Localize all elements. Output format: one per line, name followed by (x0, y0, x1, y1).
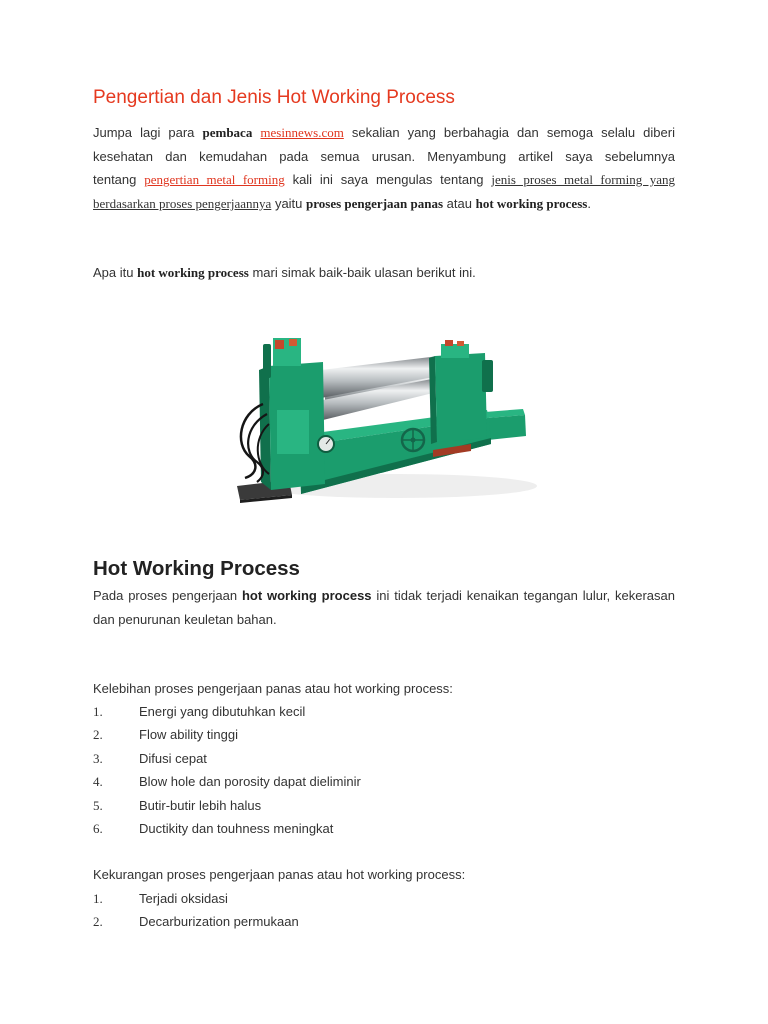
section-text: ini tidak terjadi kenaikan tegangan lulur, kekerasan (376, 588, 675, 603)
intro-paragraph (93, 121, 675, 215)
page-title: Pengertian dan Jenis Hot Working Process (93, 87, 455, 108)
intro-line-2 (93, 145, 675, 169)
intro-text: yaitu (274, 195, 303, 211)
disadvantages-list (93, 887, 675, 934)
list-item (93, 747, 675, 770)
list-item (93, 700, 675, 723)
list-text: Butir-butir lebih halus (139, 797, 262, 813)
intro-period: . (587, 195, 591, 211)
list-number: 3. (93, 750, 103, 766)
section-paragraph (93, 584, 675, 631)
left-red-cap-small (289, 339, 297, 346)
machine-photo (229, 326, 539, 511)
section-heading: Hot Working Process (93, 557, 300, 580)
list-number: 1. (93, 891, 103, 906)
list-text: Decarburization permukaan (139, 914, 299, 930)
bold-term-hot-working: hot working process (241, 588, 372, 603)
list-number: 2. (93, 914, 103, 930)
section-text: Pada proses pengerjaan (93, 588, 238, 603)
bold-term-hot-working: hot working process (475, 195, 588, 211)
intro-text: tentang (93, 172, 137, 188)
right-motor (482, 360, 493, 392)
bold-term-hot-process: proses pengerjaan panas (306, 195, 444, 211)
intro-text: kali ini saya mengulas tentang (292, 172, 484, 188)
left-red-cap (275, 340, 284, 349)
list-item (93, 817, 675, 840)
list-number: 4. (93, 774, 103, 790)
list-item (93, 887, 675, 910)
list-number: 2. (93, 727, 103, 743)
control-panel (277, 410, 309, 454)
right-red-cap-small (457, 341, 464, 346)
metal-forming-types-link[interactable]: jenis proses metal forming yang (491, 172, 675, 188)
list-number: 5. (93, 797, 103, 813)
list-text: Blow hole dan porosity dapat dieliminir (139, 774, 361, 790)
list-text: Energi yang dibutuhkan kecil (139, 704, 306, 719)
bold-term-pembaca: pembaca (202, 125, 253, 140)
right-housing-column (441, 344, 469, 358)
disadvantages-intro: Kekurangan proses pengerjaan panas atau hot working process: (93, 867, 466, 882)
intro-text: atau (446, 195, 472, 211)
intro-line-4 (93, 192, 675, 216)
list-text: Terjadi oksidasi (139, 891, 228, 906)
right-housing (435, 353, 487, 442)
intro-text: kesehatan dan kemudahan pada semua urusan. Menyambung artikel saya sebelumnya (93, 148, 675, 164)
bold-term-hot-working: hot working process (137, 265, 249, 280)
handwheel-hub (411, 438, 416, 443)
intro-line-3 (93, 168, 675, 192)
question-text: mari simak baik-baik ulasan berikut ini. (252, 265, 476, 280)
metal-forming-types-link[interactable]: berdasarkan proses pengerjaannya (93, 195, 272, 211)
section-text: dan penurunan keuletan bahan. (93, 611, 277, 627)
mesinnews-link[interactable]: mesinnews.com (260, 125, 344, 140)
hydraulic-hose (241, 404, 263, 478)
list-item (93, 794, 675, 817)
advantages-list (93, 700, 675, 840)
intro-text: Jumpa lagi para (93, 125, 195, 140)
question-text: Apa itu (93, 265, 134, 280)
list-item (93, 723, 675, 746)
advantages-intro: Kelebihan proses pengerjaan panas atau hot working process: (93, 681, 453, 696)
list-text: Flow ability tinggi (139, 727, 238, 743)
list-item (93, 770, 675, 793)
section-line-1 (93, 584, 675, 608)
intro-line-1 (93, 121, 675, 145)
list-text: Difusi cepat (139, 750, 207, 766)
list-text: Ductikity dan touhness meningkat (139, 820, 334, 836)
list-number: 1. (93, 704, 103, 719)
metal-forming-link[interactable]: pengertian metal forming (144, 172, 285, 188)
hydraulic-cylinder (263, 344, 271, 378)
question-line (93, 261, 675, 285)
plate-rolling-machine-image (229, 326, 539, 511)
base-extension-front (487, 415, 526, 440)
intro-text: sekalian yang berbahagia dan semoga selalu diberi (351, 125, 675, 140)
right-red-cap (445, 340, 453, 346)
section-line-2 (93, 608, 675, 632)
list-item (93, 910, 675, 933)
list-number: 6. (93, 820, 103, 836)
